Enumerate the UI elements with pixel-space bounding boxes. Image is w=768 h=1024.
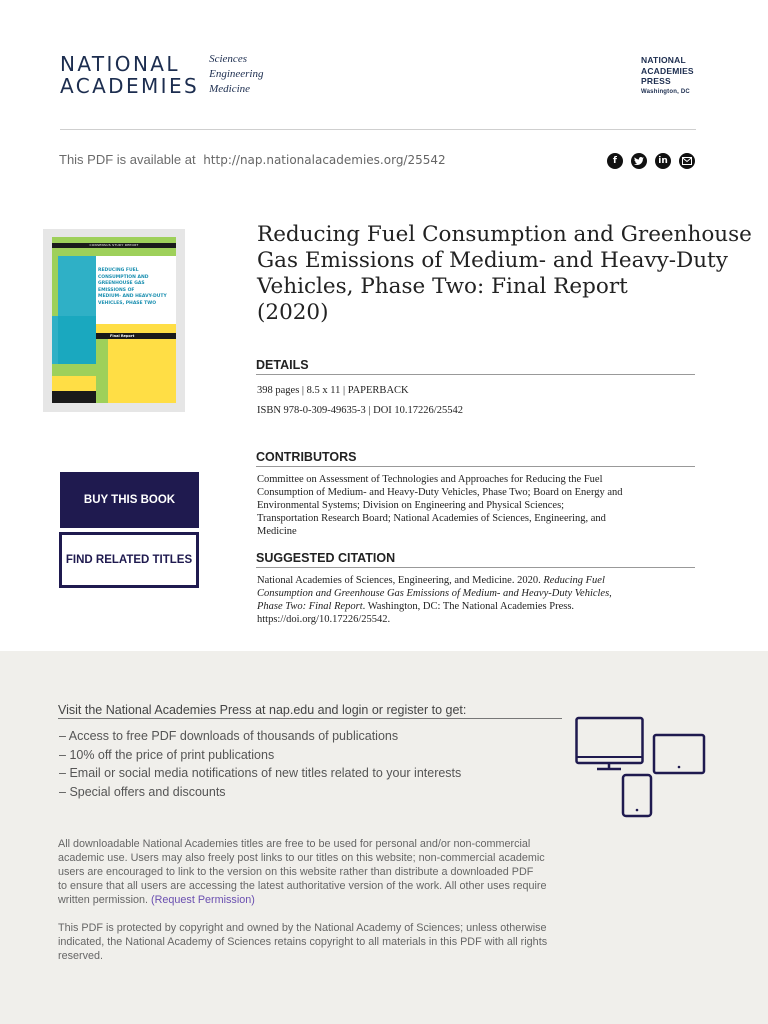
logo-sub-engineering: Engineering <box>209 68 264 80</box>
cover-block <box>96 324 176 333</box>
twitter-icon[interactable] <box>631 153 647 169</box>
buy-this-book-button[interactable]: BUY THIS BOOK <box>60 472 199 528</box>
usage-terms-line: academic use. Users may also freely post links to our titles on this website; non-commercial academic <box>58 852 545 864</box>
cover-subtitle: Final Report <box>110 334 135 338</box>
contributors-line: Medicine <box>257 526 297 537</box>
cover-series-label: CONSENSUS STUDY REPORT <box>89 243 139 247</box>
book-title-line: Vehicles, Phase Two: Final Report <box>257 274 628 299</box>
cover-title-line: VEHICLES, PHASE TWO <box>98 300 157 306</box>
visit-divider <box>58 718 562 719</box>
contributors-line: Consumption of Medium- and Heavy-Duty Vehicles, Phase Two; Board on Energy and <box>257 487 623 498</box>
usage-terms-line: All downloadable National Academies titles are free to be used for personal and/or non-commercial <box>58 838 531 850</box>
copyright-line: This PDF is protected by copyright and owned by the National Academy of Sciences; unless otherwise <box>58 922 547 934</box>
cover-block <box>58 316 96 364</box>
contributors-line: Environmental Systems; Division on Engineering and Physical Sciences; <box>257 500 565 511</box>
cover-band <box>96 339 108 403</box>
details-isbn-doi: ISBN 978-0-309-49635-3 | DOI 10.17226/25542 <box>257 405 463 416</box>
book-title <box>257 222 757 326</box>
request-permission-link[interactable]: (Request Permission) <box>151 894 255 906</box>
benefit-item: – 10% off the price of print publications <box>59 746 461 765</box>
cover-block <box>52 391 96 403</box>
citation-line <box>257 600 612 613</box>
citation-text <box>257 574 612 626</box>
usage-terms-end: written permission. <box>58 894 152 906</box>
details-heading: DETAILS <box>256 358 309 372</box>
logo-word-national: NATIONAL <box>60 51 180 76</box>
copyright-line: reserved. <box>58 950 104 962</box>
citation-title-part: Reducing Fuel <box>543 575 605 586</box>
usage-terms-line: users are encouraged to link to the version on this website rather than distribute a downloaded PDF <box>58 866 534 878</box>
cover-title-line: MEDIUM- AND HEAVY-DUTY <box>98 294 167 300</box>
copyright-line: indicated, the National Academy of Sciences retains copyright to all materials in this PDF with all rights <box>58 936 548 948</box>
cover-band <box>52 248 176 256</box>
facebook-icon[interactable]: f <box>607 153 623 169</box>
book-title-year: (2020) <box>257 300 329 325</box>
logo-subtitle <box>209 52 263 97</box>
details-pages: 398 pages | 8.5 x 11 | PAPERBACK <box>257 385 409 396</box>
citation-publisher: . Washington, DC: The National Academies Press. <box>362 601 575 612</box>
cover-title-line: GREENHOUSE GAS <box>98 281 145 287</box>
visit-nap-text: Visit the National Academies Press at nap.edu and login or register to get: <box>58 703 467 717</box>
press-logo-line: NATIONAL <box>641 55 686 65</box>
find-related-titles-label: FIND RELATED TITLES <box>62 535 196 585</box>
contributors-line: Transportation Research Board; National Academies of Sciences, Engineering, and <box>257 513 606 524</box>
cover-title-block <box>96 264 176 324</box>
contributors-line: Committee on Assessment of Technologies and Approaches for Reducing the Fuel <box>257 474 603 485</box>
citation-title-part: Consumption and Greenhouse Gas Emissions of Medium- and Heavy-Duty Vehicles, <box>257 588 612 599</box>
email-icon[interactable] <box>679 153 695 169</box>
press-logo-line: PRESS <box>641 76 671 86</box>
logo-sub-sciences: Sciences <box>209 53 247 65</box>
availability-label: This PDF is available at <box>59 152 196 167</box>
book-cover[interactable] <box>43 229 185 412</box>
benefit-item: – Special offers and discounts <box>59 783 461 802</box>
social-share-bar <box>607 153 695 169</box>
cover-block <box>52 376 96 391</box>
find-related-titles-button[interactable] <box>59 532 199 588</box>
copyright-notice <box>58 921 563 963</box>
book-title-line: Gas Emissions of Medium- and Heavy-Duty <box>257 248 728 273</box>
citation-line <box>257 574 612 587</box>
usage-terms <box>58 837 563 907</box>
citation-heading: SUGGESTED CITATION <box>256 551 396 565</box>
benefit-item: – Access to free PDF downloads of thousands of publications <box>59 727 461 746</box>
cover-title-line: CONSUMPTION AND <box>98 274 149 280</box>
benefit-item: – Email or social media notifications of new titles related to your interests <box>59 764 461 783</box>
cover-block <box>58 256 96 316</box>
citation-line <box>257 587 612 600</box>
linkedin-icon[interactable]: in <box>655 153 671 169</box>
contributors-heading: CONTRIBUTORS <box>256 450 357 464</box>
cover-block <box>96 256 176 264</box>
usage-terms-line: to ensure that all users are accessing the latest authoritative version of the work. All other uses require <box>58 880 547 892</box>
citation-divider <box>256 567 695 568</box>
citation-doi-link[interactable]: https://doi.org/10.17226/25542. <box>257 614 391 625</box>
cover-band <box>52 364 96 376</box>
press-logo <box>641 55 694 97</box>
citation-title-part: Phase Two: Final Report <box>257 601 363 612</box>
usage-terms-line <box>58 893 563 907</box>
header-divider <box>60 129 696 130</box>
contributors-divider <box>256 466 695 467</box>
citation-authors: National Academies of Sciences, Engineering, and Medicine. 2020. <box>257 575 544 586</box>
logo-word-academies: ACADEMIES <box>60 73 200 98</box>
national-academies-logo <box>60 52 264 97</box>
details-divider <box>256 374 695 375</box>
press-logo-line: ACADEMIES <box>641 65 694 76</box>
availability-line <box>59 152 446 167</box>
contributors-list <box>257 473 623 538</box>
cover-block <box>108 339 176 403</box>
availability-url-link[interactable]: http://nap.nationalacademies.org/25542 <box>203 153 446 167</box>
cover-title-line: REDUCING FUEL <box>98 268 139 273</box>
logo-sub-medicine: Medicine <box>209 83 251 95</box>
cover-art <box>52 237 176 403</box>
details-info <box>257 384 463 417</box>
cover-title-line: EMISSIONS OF <box>98 287 135 293</box>
logo-wordmark <box>60 53 199 97</box>
devices-icon <box>575 716 707 818</box>
book-title-line: Reducing Fuel Consumption and Greenhouse <box>257 222 752 247</box>
press-logo-location: Washington, DC <box>641 88 690 95</box>
benefits-list <box>59 727 461 801</box>
